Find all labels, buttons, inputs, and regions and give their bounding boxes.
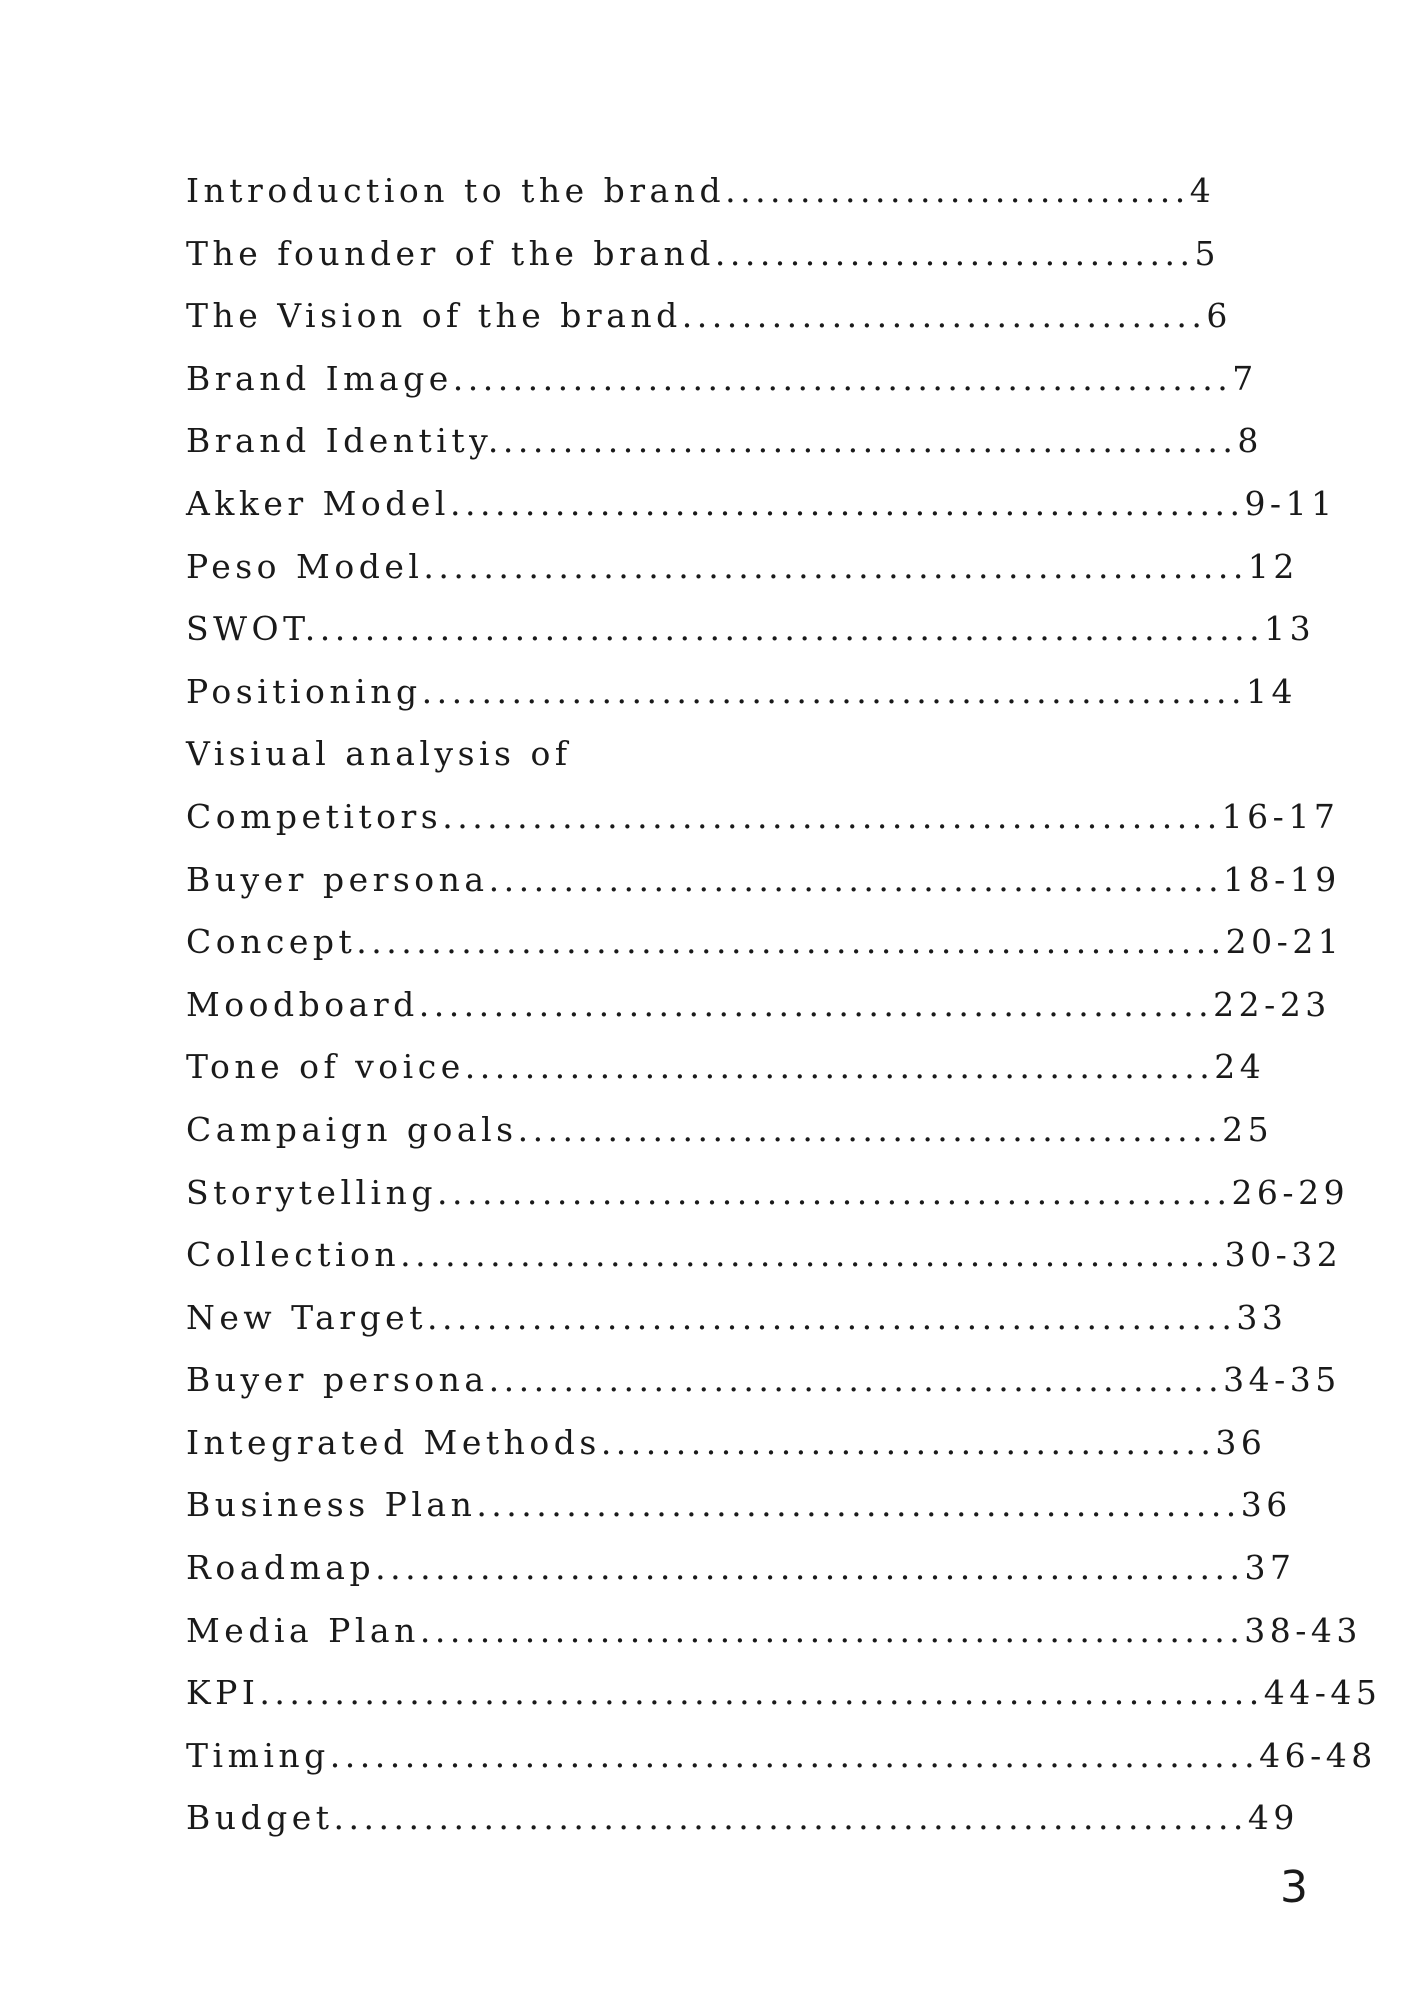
toc-entry-budget: Budget.............................................................49 [186,1798,1299,1838]
toc-entry-timing: Timing..............................................................46-48 [186,1735,1377,1775]
toc-entry-integrated-methods: Integrated Methods.........................................36 [186,1422,1267,1462]
toc-entry-media-plan: Media Plan.......................................................38-43 [186,1610,1362,1650]
toc-entry-peso-model: Peso Model.......................................................12 [186,546,1299,586]
toc-entry-positioning: Positioning.......................................................14 [186,671,1298,711]
toc-entry-competitors: Competitors....................................................16-17 [186,796,1340,836]
toc-entry-buyer-persona: Buyer persona.................................................18-19 [186,859,1341,899]
toc-entry-campaign-goals: Campaign goals...............................................25 [186,1109,1274,1149]
toc-entry-vision: The Vision of the brand...................................6 [186,296,1232,336]
toc-entry-new-target: New Target......................................................33 [186,1297,1288,1337]
toc-entry-akker-model: Akker Model.....................................................9-11 [186,483,1337,523]
toc-entry-swot: SWOT................................................................13 [186,609,1316,649]
toc-entry-brand-identity: Brand Identity..................................................8 [186,421,1263,461]
toc-entry-collection: Collection.......................................................30-32 [186,1235,1343,1275]
toc-entry-founder: The founder of the brand................................5 [186,233,1221,273]
toc-entry-concept: Concept..........................................................20-21 [186,922,1344,962]
toc-entry-moodboard: Moodboard.....................................................22-23 [186,984,1331,1024]
toc-entry-introduction: Introduction to the brand...............................4 [186,171,1216,210]
toc-entry-brand-image: Brand Image....................................................7 [186,358,1258,398]
toc-entry-tone-of-voice: Tone of voice..................................................24 [186,1047,1266,1087]
toc-entry-storytelling: Storytelling.....................................................26-29 [186,1172,1350,1212]
table-of-contents [186,160,1382,1850]
toc-entry-buyer-persona-2: Buyer persona.................................................34-35 [186,1360,1341,1400]
toc-entry-roadmap: Roadmap..........................................................37 [186,1548,1296,1588]
toc-entry-business-plan: Business Plan...................................................36 [186,1485,1292,1525]
page-number: 3 [1280,1862,1308,1913]
toc-entry-visual-analysis: Visiual analysis of [186,734,572,774]
toc-entry-kpi: KPI...................................................................44-45 [186,1673,1382,1713]
